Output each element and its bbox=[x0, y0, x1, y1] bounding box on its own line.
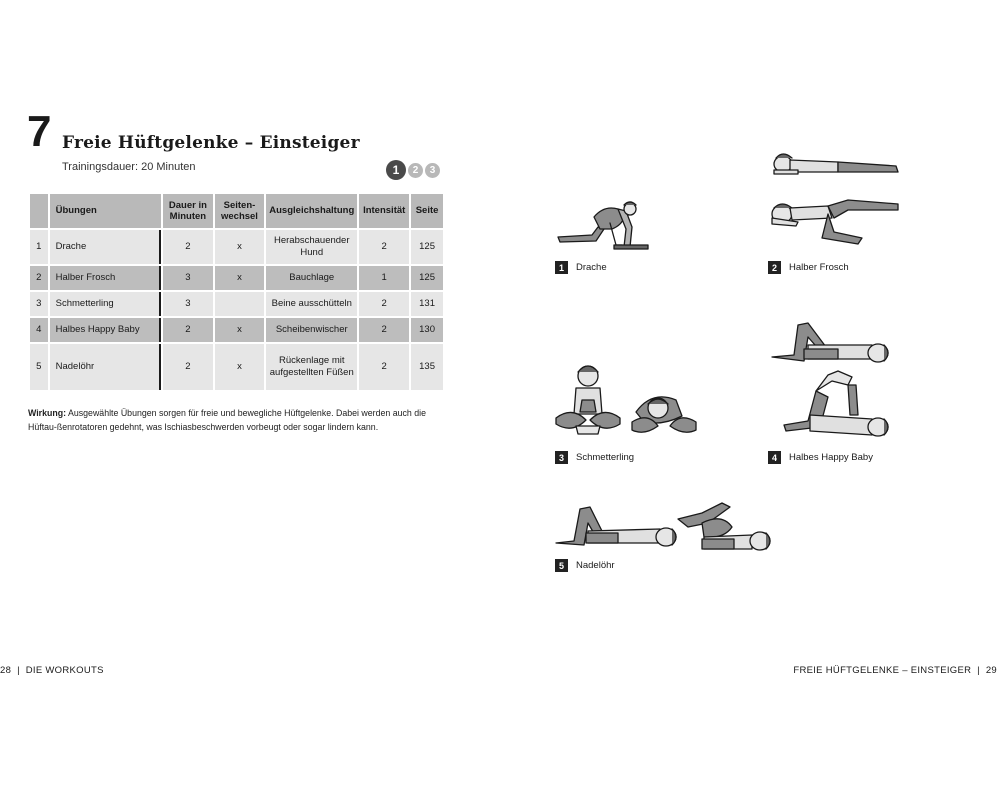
header-page: Seite bbox=[411, 194, 443, 228]
workout-number: 7 bbox=[27, 107, 52, 156]
cell-duration: 3 bbox=[163, 292, 213, 316]
cell-compensation: Herabschauender Hund bbox=[266, 230, 357, 264]
effect-label: Wirkung: bbox=[28, 408, 67, 418]
workout-duration: Trainingsdauer: 20 Minuten bbox=[62, 161, 196, 173]
cell-duration: 2 bbox=[163, 318, 213, 342]
cell-nr: 4 bbox=[30, 318, 48, 342]
figure-caption-5 bbox=[555, 559, 615, 572]
cell-page: 130 bbox=[411, 318, 443, 342]
cell-side-change: x bbox=[215, 318, 265, 342]
thread-the-needle-drawing bbox=[552, 493, 777, 553]
figure-label-3: Schmetterling bbox=[576, 452, 635, 463]
drache-illustration bbox=[552, 195, 652, 255]
cell-page: 131 bbox=[411, 292, 443, 316]
lunge-pose-drawing bbox=[552, 195, 652, 255]
table-row bbox=[30, 230, 443, 264]
footer-separator: | bbox=[977, 665, 980, 676]
cell-compensation: Beine ausschütteln bbox=[266, 292, 357, 316]
header-compensation: Ausgleichshaltung bbox=[266, 194, 357, 228]
figure-caption-3 bbox=[555, 451, 634, 464]
effect-paragraph bbox=[28, 406, 448, 434]
right-section-title: FREIE HÜFTGELENKE – EINSTEIGER bbox=[793, 665, 972, 676]
butterfly-pose-drawing bbox=[552, 360, 702, 445]
cell-page: 125 bbox=[411, 230, 443, 264]
cell-page: 135 bbox=[411, 344, 443, 390]
cell-nr: 5 bbox=[30, 344, 48, 390]
cell-compensation: Scheibenwischer bbox=[266, 318, 357, 342]
left-page-number: 28 bbox=[0, 665, 12, 676]
table-row bbox=[30, 344, 443, 390]
level-2-badge: 2 bbox=[408, 163, 423, 178]
figure-label-5: Nadelöhr bbox=[576, 560, 615, 571]
cell-side-change: x bbox=[215, 266, 265, 290]
cell-intensity: 2 bbox=[359, 318, 409, 342]
figure-number-2: 2 bbox=[768, 261, 781, 274]
table-row bbox=[30, 318, 443, 342]
cell-side-change: x bbox=[215, 230, 265, 264]
supine-leg-pull-drawing bbox=[768, 315, 898, 445]
right-page-number: 29 bbox=[985, 665, 997, 676]
cell-exercise: Halber Frosch bbox=[50, 266, 161, 290]
nadeloehr-illustration bbox=[552, 493, 777, 553]
workout-title: Freie Hüftgelenke – Einsteiger bbox=[62, 133, 360, 153]
level-indicator bbox=[386, 160, 440, 180]
cell-intensity: 2 bbox=[359, 292, 409, 316]
figure-number-4: 4 bbox=[768, 451, 781, 464]
figure-number-3: 3 bbox=[555, 451, 568, 464]
figure-number-5: 5 bbox=[555, 559, 568, 572]
cell-intensity: 2 bbox=[359, 344, 409, 390]
figure-label-1: Drache bbox=[576, 262, 607, 273]
level-1-badge: 1 bbox=[386, 160, 406, 180]
header-duration: Dauer in Minuten bbox=[163, 194, 213, 228]
figure-caption-1 bbox=[555, 261, 607, 274]
cell-side-change: x bbox=[215, 344, 265, 390]
cell-exercise: Nadelöhr bbox=[50, 344, 161, 390]
figure-number-1: 1 bbox=[555, 261, 568, 274]
cell-duration: 2 bbox=[163, 230, 213, 264]
cell-intensity: 2 bbox=[359, 230, 409, 264]
table-row bbox=[30, 292, 443, 316]
table-row bbox=[30, 266, 443, 290]
cell-duration: 2 bbox=[163, 344, 213, 390]
cell-exercise: Schmetterling bbox=[50, 292, 161, 316]
cell-nr: 2 bbox=[30, 266, 48, 290]
cell-nr: 3 bbox=[30, 292, 48, 316]
header-intensity: Intensität bbox=[359, 194, 409, 228]
footer-right bbox=[793, 665, 997, 676]
cell-compensation: Rückenlage mit aufgestellten Füßen bbox=[266, 344, 357, 390]
schmetterling-illustration bbox=[552, 360, 702, 445]
footer-left bbox=[0, 665, 104, 676]
cell-compensation: Bauchlage bbox=[266, 266, 357, 290]
figure-label-4: Halbes Happy Baby bbox=[789, 452, 873, 463]
cell-duration: 3 bbox=[163, 266, 213, 290]
cell-side-change bbox=[215, 292, 265, 316]
figure-caption-4 bbox=[768, 451, 873, 464]
level-3-badge: 3 bbox=[425, 163, 440, 178]
prone-pose-drawing bbox=[768, 148, 903, 253]
cell-exercise: Halbes Happy Baby bbox=[50, 318, 161, 342]
footer-separator: | bbox=[17, 665, 20, 676]
cell-page: 125 bbox=[411, 266, 443, 290]
table-header-row bbox=[30, 194, 443, 228]
effect-text: Ausgewählte Übungen sorgen für freie und bewegliche Hüftgelenke. Dabei werden auch die Hüftau-ßenrotatoren gedehnt, was Ischiasbeschwerden vorbeugt oder sogar lindern kann. bbox=[28, 408, 426, 433]
header-side-change: Seiten-wechsel bbox=[215, 194, 265, 228]
cell-intensity: 1 bbox=[359, 266, 409, 290]
header-nr bbox=[30, 194, 48, 228]
figure-label-2: Halber Frosch bbox=[789, 262, 849, 273]
figure-caption-2 bbox=[768, 261, 849, 274]
exercise-table bbox=[28, 192, 445, 392]
halbes-happy-baby-illustration bbox=[768, 315, 898, 445]
halber-frosch-illustration bbox=[768, 148, 903, 253]
cell-exercise: Drache bbox=[50, 230, 161, 264]
header-exercises: Übungen bbox=[50, 194, 161, 228]
left-section-title: DIE WORKOUTS bbox=[25, 665, 104, 676]
cell-nr: 1 bbox=[30, 230, 48, 264]
